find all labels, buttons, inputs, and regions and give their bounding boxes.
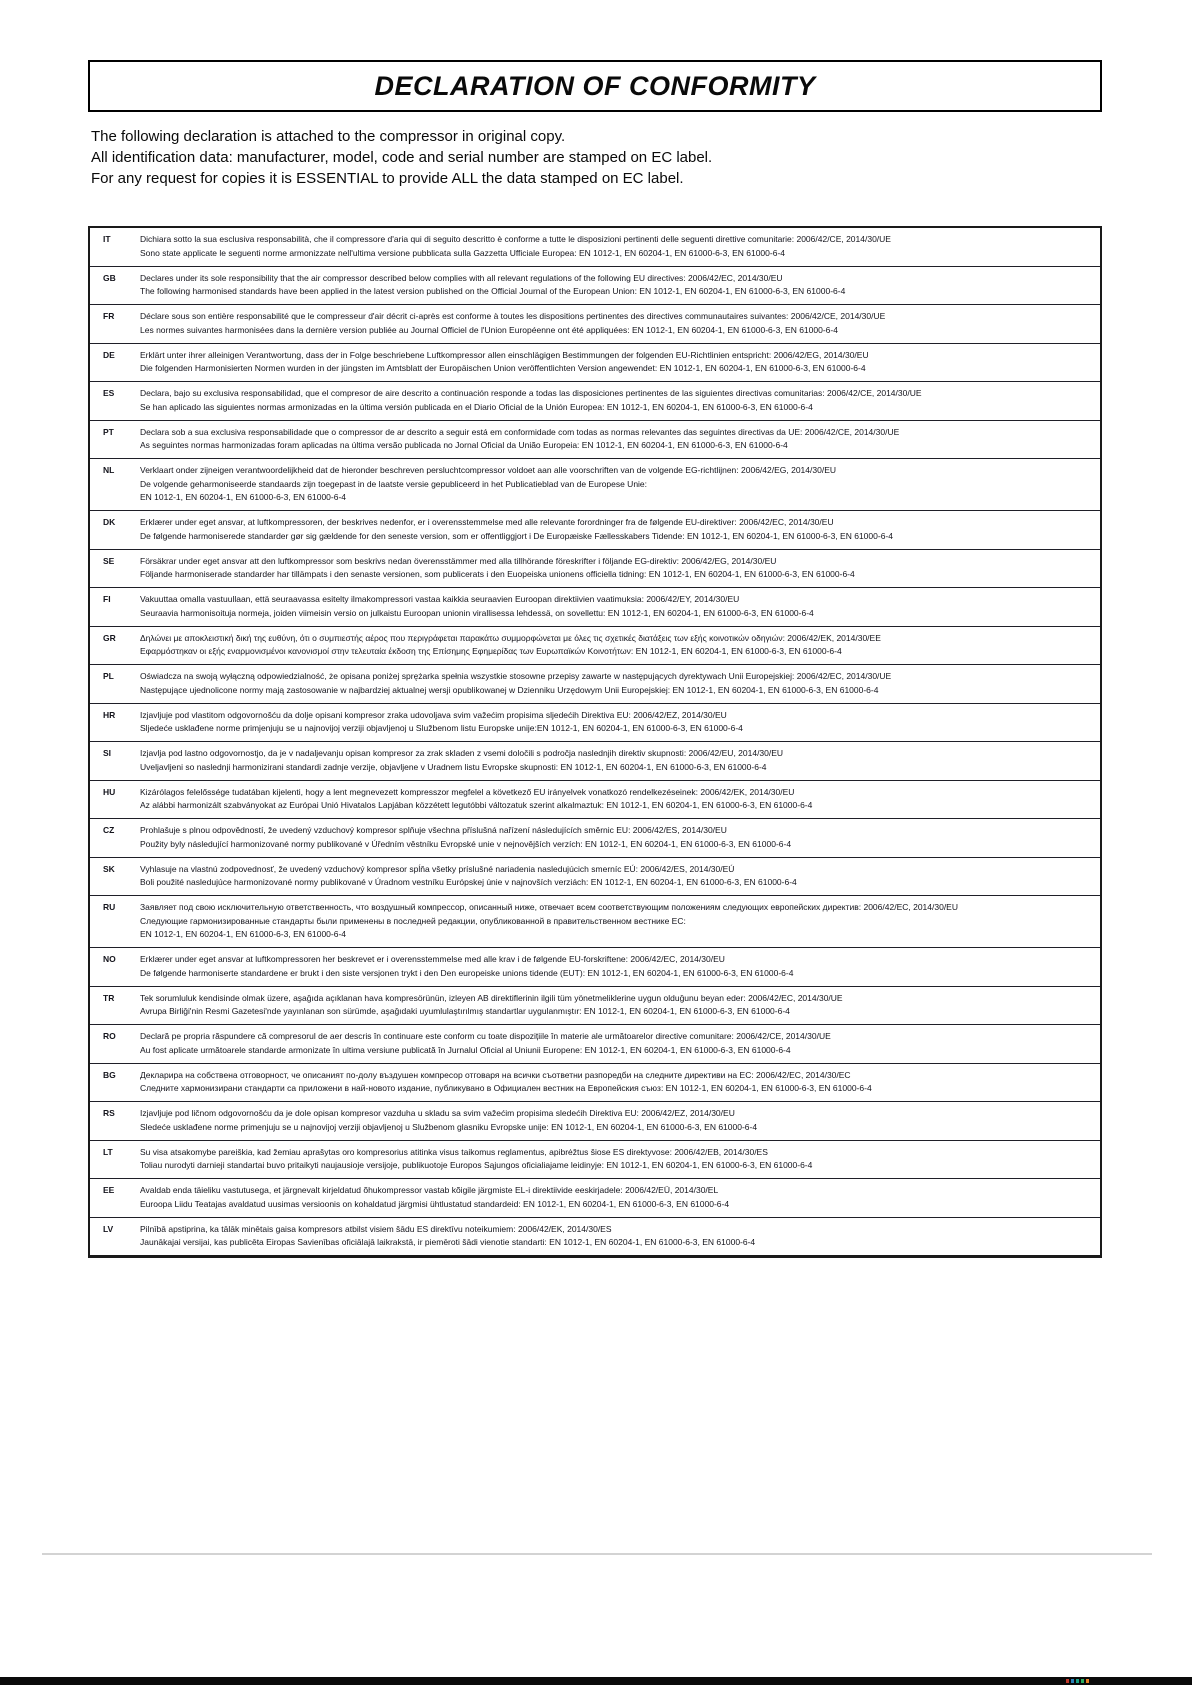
declaration-line: Die folgenden Harmonisierten Normen wurden in der jüngsten im Amtsblatt der Europäischen Union veröffentlichten Version angewendet: EN 1012-1, EN 60204-1, EN 61000-6-3, EN 61000-6-4 bbox=[140, 363, 866, 373]
declaration-line: Seuraavia harmonisoituja normeja, joiden viimeisin versio on julkaistu Euroopan unionin virallisessa lehdessä, on sovellettu: EN 1012-1, EN 60204-1, EN 61000-6-3, EN 61000-6-4 bbox=[140, 607, 814, 618]
language-code: HR bbox=[103, 709, 116, 720]
table-row bbox=[90, 741, 1100, 780]
declaration-line: De følgende harmoniserte standardene er brukt i den siste versjonen trykt i den Den europeiske unions tidende (EUT): EN 1012-1, EN 60204-1, EN 61000-6-3, EN 61000-6-4 bbox=[140, 967, 794, 978]
declaration-line: Avaldab enda täieliku vastutusega, et järgnevalt kirjeldatud õhukompressor vastab kõigile järgmiste EL-i direktiivide eeskirjadele: 2006/42/EÜ, 2014/30/EL bbox=[140, 1185, 719, 1195]
declaration-line: Verklaart onder zijneigen verantwoordelijkheid dat de hieronder beschreven persluchtcompressor voldoet aan alle voorschriften van de volgende EG-richtlijnen: 2006/42/EG, 2014/30/EU bbox=[140, 465, 836, 475]
declaration-line: Следующие гармонизированные стандарты были применены в последней редакции, опубликованной в правительственном вестнике ЕС: bbox=[140, 915, 686, 926]
declaration-text bbox=[140, 1069, 1100, 1096]
declaration-line: Erklærer under eget ansvar at luftkompressoren her beskrevet er i overensstemmelse med alle krav i de følgende EU-forskriftene: 2006/42/EC, 2014/30/EU bbox=[140, 954, 725, 964]
declaration-line: Jaunākajai versijai, kas publicēta Eiropas Savienības oficiālajā laikrakstā, ir piemēroti šādi vienotie standarti: EN 1012-1, EN 60204-1, EN 61000-6-3, EN 61000-6-4 bbox=[140, 1237, 756, 1247]
declaration-line: The following harmonised standards have been applied in the latest version published on the Official Journal of the European Union: EN 1012-1, EN 60204-1, EN 61000-6-3, EN 61000-6-4 bbox=[140, 286, 846, 296]
declaration-text bbox=[140, 387, 1100, 414]
language-code: ES bbox=[103, 388, 115, 398]
declaration-text bbox=[140, 901, 1100, 942]
language-code: TR bbox=[103, 992, 115, 1003]
language-code: LT bbox=[103, 1146, 113, 1157]
declaration-line: Declares under its sole responsibility that the air compressor described below complies with all relevant regulations of the following EU directives: 2006/42/EC, 2014/30/EU bbox=[140, 272, 783, 283]
language-code: HU bbox=[103, 786, 116, 797]
declaration-text bbox=[140, 632, 1100, 659]
table-row bbox=[90, 1101, 1100, 1140]
print-color-marks-icon bbox=[1066, 1679, 1089, 1683]
footer-bar bbox=[0, 1677, 1192, 1685]
declaration-text bbox=[140, 464, 1100, 505]
declaration-line: Sono state applicate le seguenti norme armonizzate nell'ultima versione pubblicata sulla Gazzetta Ufficiale Europea: EN 1012-1, EN 60204-1, EN 61000-6-3, EN 61000-6-4 bbox=[140, 247, 786, 258]
declaration-line: Declară pe propria răspundere că compresorul de aer descris în continuare este conform cu toate dispozițiile în materie ale următoarelor directive comunitare: 2006/42/CE, 2014/30/UE bbox=[140, 1031, 831, 1041]
table-row bbox=[90, 1024, 1100, 1063]
table-row bbox=[90, 986, 1100, 1025]
declaration-text bbox=[140, 310, 1100, 337]
declaration-line: Vakuuttaa omalla vastuullaan, että seuraavassa esitelty ilmakompressori vastaa kaikkia seuraavien Euroopan direktiivien vaatimuksia: 2006/42/EY, 2014/30/EU bbox=[140, 594, 740, 604]
declaration-line: Euroopa Liidu Teatajas avaldatud uusimas versioonis on kohaldatud järgmisi ühtlustatud standardeid: EN 1012-1, EN 60204-1, EN 61000-6-3, EN 61000-6-4 bbox=[140, 1198, 730, 1209]
declaration-line: Erklærer under eget ansvar, at luftkompressoren, der beskrives nedenfor, er i overensstemmelse med alle relevante forordninger fra de følgende EU-direktiver: 2006/42/EC, 2014/30/EU bbox=[140, 517, 834, 527]
title-box bbox=[88, 60, 1102, 112]
declaration-line: Au fost aplicate următoarele standarde armonizate în ultima versiune publicată în Jurnalul Oficial al Uniunii Europene: EN 1012-1, EN 60204-1, EN 61000-6-3, EN 61000-6-4 bbox=[140, 1044, 791, 1055]
page-title: DECLARATION OF CONFORMITY bbox=[374, 70, 816, 101]
declaration-line: Boli použité nasledujúce harmonizované normy publikované v Úradnom vestníku Európskej únie v najnovších verziách: EN 1012-1, EN 60204-1, EN 61000-6-3, EN 61000-6-4 bbox=[140, 877, 797, 887]
declaration-text bbox=[140, 992, 1100, 1019]
declaration-line: Sljedeće usklađene norme primjenjuju se u najnovijoj verziji objavljenoj u Službenom listu Europske unije:EN 1012-1, EN 60204-1, EN 61000-6-3, EN 61000-6-4 bbox=[140, 723, 743, 733]
declaration-text bbox=[140, 953, 1100, 980]
declaration-line: Następujące ujednolicone normy mają zastosowanie w najbardziej aktualnej wersji opublikowanej w Dzienniku Urzędowym Unii Europejskiej: EN 1012-1, EN 60204-1, EN 61000-6-3, EN 61000-6-4 bbox=[140, 684, 879, 695]
intro-line-3: For any request for copies it is ESSENTIAL to provide ALL the data stamped on EC label. bbox=[91, 170, 684, 187]
declaration-line: Uveljavljeni so naslednji harmonizirani standardi zadnje verzije, objavljene v Uradnem listu Evropske skupnosti: EN 1012-1, EN 60204-1, EN 61000-6-3, EN 61000-6-4 bbox=[140, 761, 767, 772]
language-code: EE bbox=[103, 1185, 115, 1195]
table-row bbox=[90, 703, 1100, 742]
table-row bbox=[90, 381, 1100, 420]
declaration-text bbox=[140, 233, 1100, 260]
language-code: IT bbox=[103, 234, 111, 244]
declaration-line: Declara sob a sua exclusiva responsabilidade que o compressor de ar descrito a seguir está em conformidade com todas as normas relevantes das seguintes directivas da UE: 2006/42/CE, 2014/30/UE bbox=[140, 426, 900, 437]
declaration-line: Les normes suivantes harmonisées dans la dernière version publiée au Journal Officiel de l'Union Européenne ont été appliquées: EN 1012-1, EN 60204-1, EN 61000-6-3, EN 61000-6-4 bbox=[140, 324, 838, 335]
language-code: FI bbox=[103, 594, 111, 604]
intro-line-1: The following declaration is attached to the compressor in original copy. bbox=[91, 128, 566, 145]
declaration-line: Toliau nurodyti darnieji standartai buvo pritaikyti naujausioje versijoje, publikuotoje Europos Sąjungos oficialiajame leidinyje: EN 1012-1, EN 60204-1, EN 61000-6-3, EN 61000-6-4 bbox=[140, 1160, 813, 1170]
declaration-line: Декларира на собствена отговорност, че описаният по-долу въздушен компресор отговаря на всички съответни разпоредби на следните директиви на ЕС: 2006/42/EC, 2014/30/EC bbox=[140, 1069, 851, 1080]
declaration-text bbox=[140, 1107, 1100, 1134]
language-code: CZ bbox=[103, 825, 115, 835]
table-row bbox=[90, 818, 1100, 857]
declaration-line: Oświadcza na swoją wyłączną odpowiedzialność, że opisana poniżej sprężarka spełnia wszystkie stosowne przepisy zawarte w następujących dyrektywach Unii Europejskiej: 2006/42/EC, 2014/30/UE bbox=[140, 671, 892, 681]
table-row bbox=[90, 895, 1100, 947]
declaration-line: Следните хармонизирани стандарти са приложени в най-новото издание, публикувано в Официален вестник на Европейския съюз: EN 1012-1, EN 60204-1, EN 61000-6-3, EN 61000-6-4 bbox=[140, 1083, 872, 1093]
language-code: SE bbox=[103, 555, 115, 566]
table-row bbox=[90, 343, 1100, 382]
language-code: DK bbox=[103, 517, 116, 527]
language-code: SK bbox=[103, 863, 115, 874]
declaration-line: Försäkrar under eget ansvar att den luftkompressor som beskrivs nedan överensstämmer med alla tillhörande föreskrifter i följande EG-direktiv: 2006/42/EG, 2014/30/EU bbox=[140, 555, 777, 566]
table-row bbox=[90, 266, 1100, 305]
conformity-table bbox=[88, 226, 1102, 1258]
declaration-line: Declara, bajo su exclusiva responsabilidad, que el compresor de aire descrito a continuación responde a todas las disposiciones pertinentes de las siguientes directivas comunitarias: 2006/42/CE, 2014/30/UE bbox=[140, 388, 922, 398]
declaration-text bbox=[140, 555, 1100, 582]
language-code: NO bbox=[103, 954, 116, 964]
table-row bbox=[90, 304, 1100, 343]
language-code: BG bbox=[103, 1069, 116, 1080]
language-code: SI bbox=[103, 748, 112, 758]
declaration-text bbox=[140, 593, 1100, 620]
declaration-line: Izjavlja pod lastno odgovornostjo, da je v nadaljevanju opisan kompresor za zrak skladen z vsemi določili s področja naslednjih direktiv skupnosti: 2006/42/EU, 2014/30/EU bbox=[140, 748, 784, 758]
declaration-line: De volgende geharmoniseerde standaards zijn toegepast in de laatste versie gepubliceerd in het Publicatieblad van de Europese Unie: bbox=[140, 478, 648, 489]
declaration-text bbox=[140, 863, 1100, 890]
declaration-line: Su visa atsakomybe pareiškia, kad žemiau aprašytas oro kompresorius atitinka visus taikomus reglamentus, apibrėžtus šiose ES direktyvose: 2006/42/EB, 2014/30/ES bbox=[140, 1146, 768, 1157]
declaration-text bbox=[140, 349, 1100, 376]
table-row bbox=[90, 510, 1100, 549]
declaration-line: Prohlašuje s plnou odpovědností, že uvedený vzduchový kompresor splňuje všechna příslušná nařízení následujících směrnic EU: 2006/42/ES, 2014/30/EU bbox=[140, 825, 727, 835]
declaration-text bbox=[140, 670, 1100, 697]
language-code: PL bbox=[103, 671, 114, 681]
declaration-line: EN 1012-1, EN 60204-1, EN 61000-6-3, EN 61000-6-4 bbox=[140, 492, 347, 502]
table-row bbox=[90, 228, 1100, 266]
language-code: GR bbox=[103, 632, 116, 643]
table-row bbox=[90, 664, 1100, 703]
declaration-line: Tek sorumluluk kendisinde olmak üzere, aşağıda açıklanan hava kompresörünün, izleyen AB direktiflerinin ilgili tüm yönetmeliklerine uygun olduğunu beyan eder: 2006/42/EC, 2014/30/UE bbox=[140, 992, 843, 1003]
declaration-text bbox=[140, 1223, 1100, 1250]
table-row bbox=[90, 549, 1100, 588]
table-row bbox=[90, 780, 1100, 819]
declaration-line: Avrupa Birliği'nin Resmi Gazetesi'nde yayınlanan son sürümde, aşağıdaki uyumlulaştırılmış standartlar uygulanmıştır: EN 1012-1, EN 60204-1, EN 61000-6-3, EN 61000-6-4 bbox=[140, 1006, 790, 1016]
declaration-line: Sledeće usklađene norme primenjuju se u najnovijoj verziji objavljenoj u Službenom glasniku Evropske unije: EN 1012-1, EN 60204-1, EN 61000-6-3, EN 61000-6-4 bbox=[140, 1121, 758, 1132]
table-row bbox=[90, 458, 1100, 510]
divider-line bbox=[42, 1553, 1152, 1555]
language-code: NL bbox=[103, 465, 115, 475]
declaration-text bbox=[140, 747, 1100, 774]
language-code: GB bbox=[103, 272, 116, 283]
table-row bbox=[90, 857, 1100, 896]
declaration-line: EN 1012-1, EN 60204-1, EN 61000-6-3, EN 61000-6-4 bbox=[140, 929, 347, 939]
declaration-line: As seguintes normas harmonizadas foram aplicadas na última versão publicada no Jornal Oficial da União Europeia: EN 1012-1, EN 60204-1, EN 61000-6-3, EN 61000-6-4 bbox=[140, 440, 788, 450]
declaration-line: Εφαρμόστηκαν οι εξής εναρμονισμένοι κανονισμοί στην τελευταία έκδοση της Επίσημης Εφημερίδας των Ευρωπαϊκών Κοινοτήτων: EN 1012-1, EN 60204-1, EN 61000-6-3, EN 61000-6-4 bbox=[140, 646, 842, 656]
declaration-text bbox=[140, 426, 1100, 453]
language-code: RS bbox=[103, 1108, 115, 1118]
table-row bbox=[90, 626, 1100, 665]
language-code: FR bbox=[103, 311, 115, 321]
declaration-text bbox=[140, 1030, 1100, 1057]
declaration-line: Použity byly následující harmonizované normy publikované v Úředním věstníku Evropské unie v nejnovějších verzích: EN 1012-1, EN 60204-1, EN 61000-6-3, EN 61000-6-4 bbox=[140, 838, 792, 849]
declaration-line: Az alábbi harmonizált szabványokat az Európai Unió Hivatalos Lapjában közzétett legutóbbi változatuk szerint alkalmaztuk: EN 1012-1, EN 60204-1, EN 61000-6-3, EN 61000-6-4 bbox=[140, 800, 813, 810]
declaration-text bbox=[140, 272, 1100, 299]
intro-paragraph bbox=[91, 126, 1101, 189]
language-code: RO bbox=[103, 1031, 116, 1041]
table-row bbox=[90, 1217, 1100, 1256]
declaration-line: Erklärt unter ihrer alleinigen Verantwortung, dass der in Folge beschriebene Luftkompressor allen einschlägigen Bestimmungen der folgenden EU-Richtlinien entspricht: 2006/42/EG, 2014/30/EU bbox=[140, 349, 869, 360]
language-code: LV bbox=[103, 1223, 114, 1234]
table-row bbox=[90, 947, 1100, 986]
declaration-line: Se han aplicado las siguientes normas armonizadas en la última versión publicada en el Diario Oficial de la Unión Europea: EN 1012-1, EN 60204-1, EN 61000-6-3, EN 61000-6-4 bbox=[140, 401, 813, 412]
declaration-text bbox=[140, 1184, 1100, 1211]
declaration-text bbox=[140, 824, 1100, 851]
declaration-line: Заявляет под свою исключительную ответственность, что воздушный компрессор, описанный ниже, отвечает всем соответствующим положениям следующих европейских директив: 2006/42/EC, 2014/30/EU bbox=[140, 902, 958, 912]
declaration-text bbox=[140, 1146, 1100, 1173]
table-row bbox=[90, 1140, 1100, 1179]
declaration-line: Följande harmoniserade standarder har tillämpats i den senaste versionen, som publicerats i den Euopeiska unionens officiella tidning: EN 1012-1, EN 60204-1, EN 61000-6-3, EN 61000-6-4 bbox=[140, 569, 855, 579]
declaration-text bbox=[140, 786, 1100, 813]
table-row bbox=[90, 1178, 1100, 1217]
declaration-line: Vyhlasuje na vlastnú zodpovednosť, že uvedený vzduchový kompresor spĺňa všetky príslušné nariadenia nasledujúcich smerníc EÚ: 2006/42/ES, 2014/30/EÚ bbox=[140, 863, 735, 874]
language-code: DE bbox=[103, 349, 115, 360]
declaration-line: Izjavljuje pod ličnom odgovornošću da je dole opisan kompresor vazduha u skladu sa svim važećim propisima sledećih Direktiva EU: 2006/42/EZ, 2014/30/EU bbox=[140, 1108, 735, 1118]
table-row bbox=[90, 1063, 1100, 1102]
declaration-line: Dichiara sotto la sua esclusiva responsabilità, che il compressore d'aria qui di seguito descritto è conforme a tutte le disposizioni pertinenti delle seguenti direttive comunitarie: 2006/42/CE, 2014/30/UE bbox=[140, 234, 891, 244]
declaration-line: De følgende harmoniserede standarder gør sig gældende for den seneste version, som er offentliggjort i De Europæiske Fællesskabers Tidende: EN 1012-1, EN 60204-1, EN 61000-6-3, EN 61000-6-4 bbox=[140, 530, 893, 541]
declaration-text bbox=[140, 709, 1100, 736]
intro-line-2: All identification data: manufacturer, model, code and serial number are stamped on EC label. bbox=[91, 149, 713, 166]
declaration-line: Δηλώνει με αποκλειστική δική της ευθύνη, ότι ο συμπιεστής αέρος που περιγράφεται παρακάτω συμμορφώνεται με όλες τις σχετικές διατάξεις των εξής κοινοτικών οδηγιών: 2006/42/ΕΚ, 2014/30/ΕΕ bbox=[140, 632, 881, 643]
language-code: PT bbox=[103, 426, 114, 437]
declaration-line: Kizárólagos felelőssége tudatában kijelenti, hogy a lent megnevezett kompresszor megfelel a következő EU irányelvek vonatkozó rendelkezéseinek: 2006/42/EK, 2014/30/EU bbox=[140, 786, 795, 797]
language-code: RU bbox=[103, 902, 116, 912]
declaration-text bbox=[140, 516, 1100, 543]
declaration-line: Izjavljuje pod vlastitom odgovornošću da dolje opisani kompresor zraka udovoljava svim važećim propisima sljedećih Direktiva EU: 2006/42/EZ, 2014/30/EU bbox=[140, 709, 727, 720]
declaration-line: Déclare sous son entière responsabilité que le compresseur d'air décrit ci-après est conforme à toutes les dispositions pertinentes des directives communautaires suivantes: 2006/42/CE, 2014/30/UE bbox=[140, 311, 886, 321]
table-row bbox=[90, 420, 1100, 459]
table-row bbox=[90, 587, 1100, 626]
declaration-line: Pilnībā apstiprina, ka tālāk minētais gaisa kompresors atbilst visiem šādu ES direktīvu noteikumiem: 2006/42/EK, 2014/30/ES bbox=[140, 1223, 612, 1234]
